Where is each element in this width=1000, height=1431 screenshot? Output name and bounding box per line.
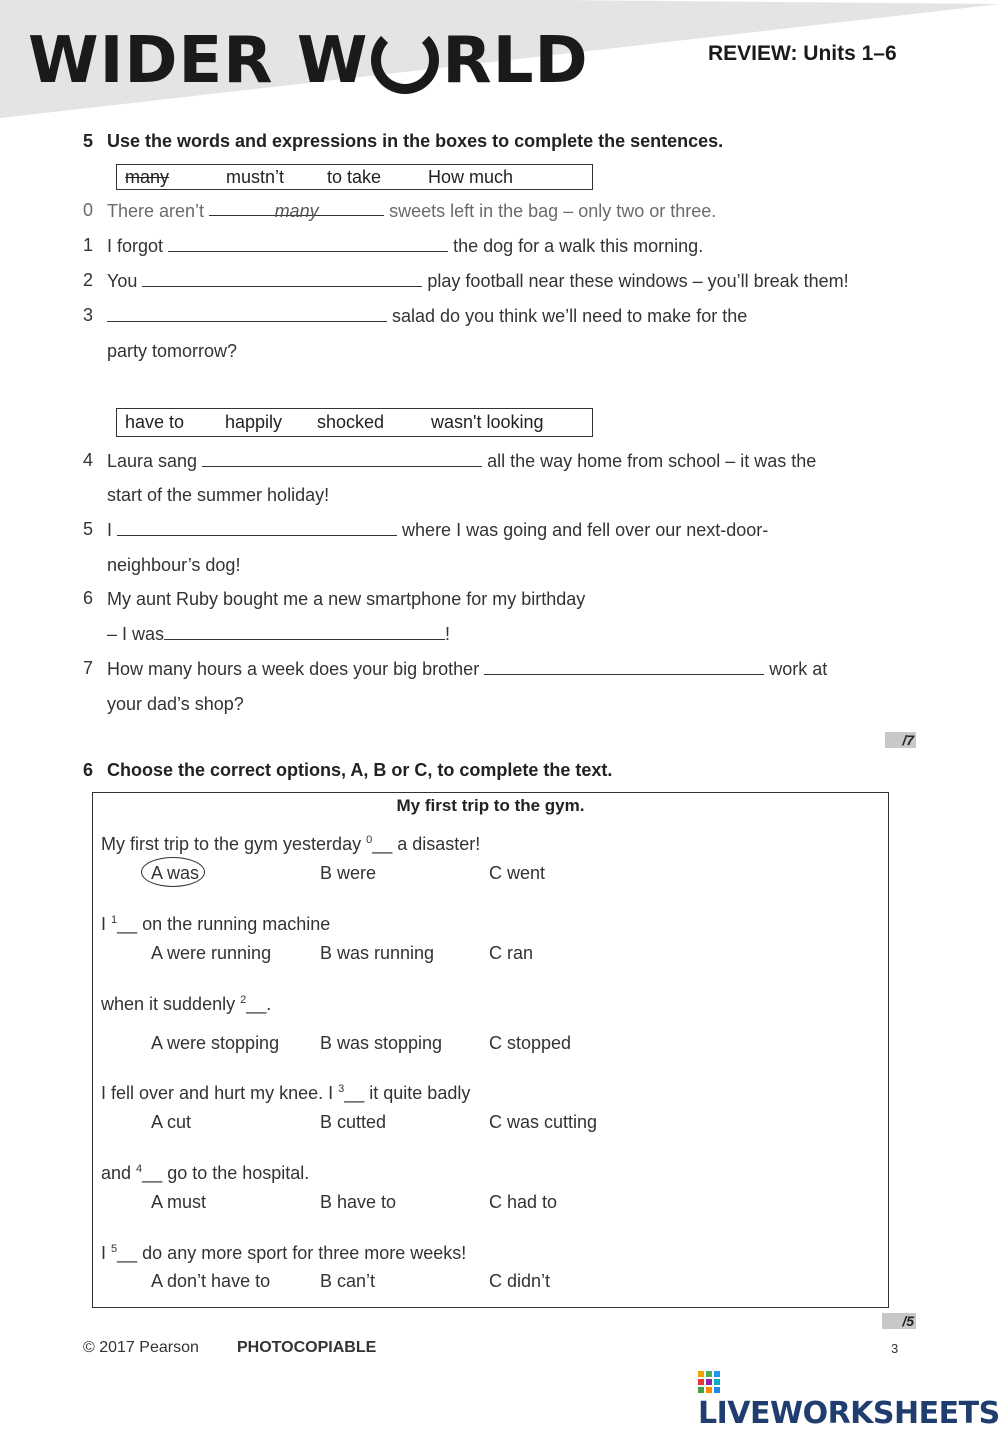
option-1-c[interactable]: C ran [489,943,534,963]
example-answer: many [209,199,384,216]
item-number: 6 [83,588,94,608]
sentence-2: You play football near these windows – you’ll break them! [107,271,849,291]
copyright: © 2017 Pearson [83,1339,199,1356]
score-box-5: /7 [885,732,916,748]
answer-blank-3[interactable] [107,305,387,322]
item-number: 5 [83,519,94,539]
gym-sentence-1: I $^1$__ on the running machine [101,914,331,934]
option-1-b[interactable]: B was running [320,943,435,963]
option-0-b: B were [320,863,377,883]
exercise-5-instruction: Use the words and expressions in the boxes to complete the sentences. [107,131,724,151]
word-box-item: shocked [317,412,385,432]
word-box-2 [116,408,593,437]
option-3-c[interactable]: C was cutting [489,1112,598,1132]
answer-blank-6[interactable] [164,623,445,640]
review-title: REVIEW: Units 1–6 [708,42,897,65]
gym-sentence-4: and $^4$__ go to the hospital. [101,1163,310,1183]
item-number: 4 [83,450,94,470]
gym-sentence-5: I $^5$__ do any more sport for three more weeks! [101,1243,467,1263]
photocopiable-label: PHOTOCOPIABLE [237,1339,377,1356]
option-3-a[interactable]: A cut [151,1112,192,1132]
option-0-c: C went [489,863,546,883]
sentence-7-continued: your dad’s shop? [107,694,244,714]
score-box-6: /5 [882,1313,916,1329]
page-number: 3 [891,1341,899,1356]
word-box-item: to take [327,167,382,187]
word-box-item: How much [428,167,514,187]
liveworksheets-logo-icon [698,1371,720,1393]
word-box-item: mustn’t [226,167,285,187]
answer-blank-4[interactable] [202,450,482,467]
option-0-a: A was [151,863,200,883]
gym-sentence-3: I fell over and hurt my knee. I $^3$__ it quite badly [101,1083,471,1103]
option-3-b[interactable]: B cutted [320,1112,387,1132]
sentence-5-continued: neighbour’s dog! [107,555,241,575]
sentence-4-continued: start of the summer holiday! [107,485,330,505]
sentence-3-continued: party tomorrow? [107,341,238,361]
answer-blank-5[interactable] [117,519,397,536]
exercise-6-instruction: Choose the correct options, A, B or C, to complete the text. [107,760,613,780]
answer-blank-7[interactable] [484,658,764,675]
sentence-5: I where I was going and fell over our next-door- [107,520,769,540]
sentence-7: How many hours a week does your big brother work at [107,659,828,679]
word-box-item: many [125,167,170,187]
item-number: 1 [83,235,94,255]
logo-o-ring-icon [371,26,439,94]
sentence-6: My aunt Ruby bought me a new smartphone for my birthday [107,589,586,609]
item-number: 0 [83,200,94,220]
option-5-a[interactable]: A don’t have to [151,1271,271,1291]
liveworksheets-watermark: LIVEWORKSHEETS [698,1374,1000,1431]
option-4-b[interactable]: B have to [320,1192,397,1212]
word-box-item: happily [225,412,283,432]
item-number: 7 [83,658,94,678]
option-5-b[interactable]: B can’t [320,1271,376,1291]
option-1-a[interactable]: A were running [151,943,272,963]
word-box-1 [116,164,593,190]
option-4-c[interactable]: C had to [489,1192,558,1212]
sentence-3: salad do you think we’ll need to make for the [107,304,747,328]
option-2-a[interactable]: A were stopping [151,1033,280,1053]
gym-sentence-2: when it suddenly $^2$__. [101,994,272,1014]
option-5-c[interactable]: C didn’t [489,1271,551,1291]
wider-world-logo: WIDER W RLD [28,24,589,98]
word-box-item: wasn't looking [431,412,544,432]
item-number: 3 [83,305,94,325]
exercise-6-number: 6 [83,760,94,780]
sentence-1: I forgot the dog for a walk this morning. [107,236,704,256]
answer-blank-2[interactable] [142,270,422,287]
answer-blank-1[interactable] [168,235,448,252]
word-box-item: have to [125,412,185,432]
exercise-5-number: 5 [83,131,94,151]
option-2-b[interactable]: B was stopping [320,1033,443,1053]
sentence-4: Laura sang all the way home from school – it was the [107,451,817,471]
sentence-0: There aren’t many sweets left in the bag – only two or three. [107,201,717,221]
option-2-c[interactable]: C stopped [489,1033,572,1053]
option-4-a[interactable]: A must [151,1192,207,1212]
gym-sentence-0: My first trip to the gym yesterday $^0$__ a disaster! [101,834,481,854]
sentence-6-continued: – I was ! [107,624,451,644]
item-number: 2 [83,270,94,290]
gym-text-title: My first trip to the gym. [396,796,585,815]
